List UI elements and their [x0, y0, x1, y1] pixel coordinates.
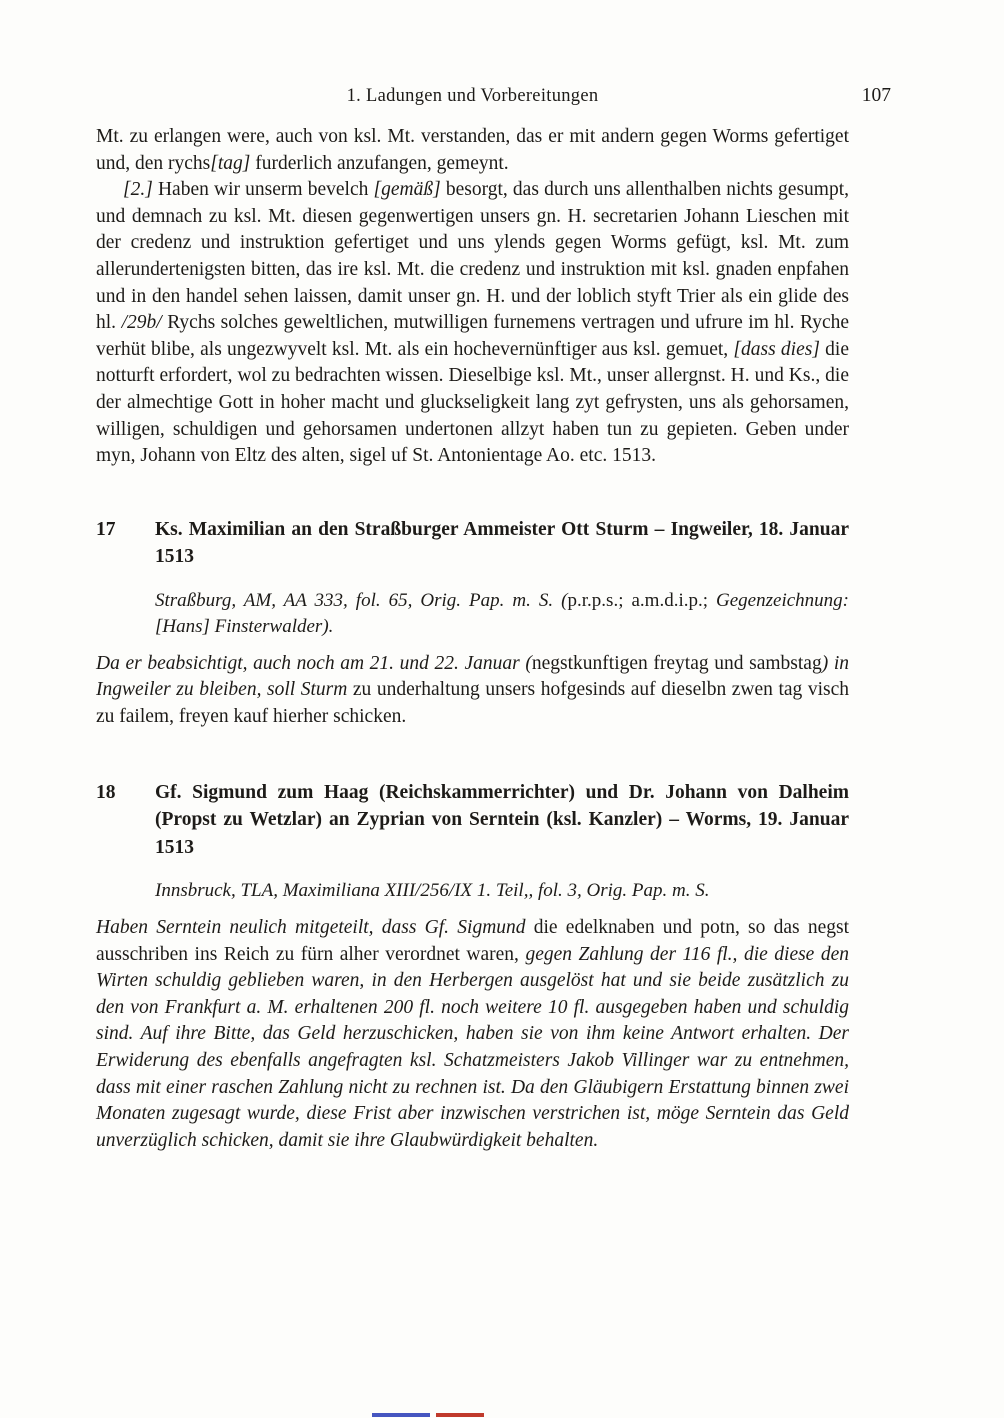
text-segment: Rychs solches geweltlichen, mutwilligen furnemens vertragen und ufrure im hl. Ryche verhüt blibe, als ungezwyvelt ksl. Mt. als ein hochevernünftiger aus ksl. gemuet, — [96, 312, 850, 360]
text-segment: [gemäß] — [373, 179, 441, 201]
text-segment: Haben wir unserm bevelch — [152, 179, 374, 201]
text-segment: zu underhaltung unsers hofgesinds auf dieselbn zwen tag visch zu failem, freyen kauf hierher schicken. — [96, 679, 849, 727]
entry-title: Gf. Sigmund zum Haag (Reichskammerrichter) und Dr. Johann von Dalheim (Propst zu Wetzlar) an Zyprian von Serntein (ksl. Kanzler) – Worms, 19. Januar 1513 — [155, 781, 849, 858]
text-segment: [2.] — [123, 179, 153, 201]
text-segment: furderlich anzufangen, gemeynt. — [250, 152, 509, 174]
running-header — [96, 84, 891, 108]
text-segment: Mt. zu erlangen were, auch von ksl. Mt. verstanden, das er mit andern gegen Worms gefertiget und, den rychs — [96, 126, 849, 174]
text-segment: negstkunftigen freytag und sambstag — [531, 652, 822, 674]
entry-18 — [96, 779, 849, 1155]
text-segment: [tag] — [210, 152, 251, 174]
text-segment: gegen Zahlung der 116 fl., die diese den Wirten schuldig geblieben waren, in den Herbergen ausgelöst hat und sie beide zusätzlich zu den von Frankfurt a. M. erhaltenen 200 fl. noch weitere 10 fl. ausgegeben haben und schuldig sind. Auf ihre Bitte, das Geld herzuschicken, haben sie von ihm keine Antwort erhalten. Der Erwiderung des ebenfalls angefragten ksl. Schatzmeisters Jakob Villinger war zu entnehmen, dass mit einer raschen Zahlung nicht zu rechnen ist. Da den Gläubigern Erstattung binnen zwei Monaten zugesagt wurde, diese Frist aber inzwischen verstrichen ist, möge Serntein das Geld unverzüglich schicken, damit sie ihre Glaubwürdigkeit behalten. — [96, 943, 850, 1151]
entry-number: 17 — [96, 518, 116, 540]
entry-source — [155, 588, 849, 640]
scan-artifact-segment — [436, 1413, 484, 1417]
text-segment: Haben Serntein neulich mitgeteilt, dass Gf. Sigmund — [96, 917, 526, 938]
text-segment: die notturft erfordert, wol zu bedrachten wissen. Dieselbige ksl. Mt., unser allergnst. H. und Ks., die der almechtige Gott in hoher macht und gluckseligkeit lang zyt gefrysten, uns als gehorsamen, willigen, schuldigen und gehorsamen undertonen allzyt haben tun zu gepieten. Geben under myn, Johann von Eltz des alten, sigel uf St. Antonientage Ao. etc. 1513. — [96, 338, 849, 467]
text-segment: Gegenzeichnung: [Hans] Finsterwalder). — [155, 589, 849, 637]
text-segment: [dass dies] — [733, 338, 820, 360]
text-segment: Straßburg, AM, AA 333, fol. 65, Orig. Pap. m. S. ( — [155, 589, 568, 611]
scan-artifact-segment — [372, 1413, 430, 1417]
entry-number: 18 — [96, 781, 116, 803]
text-segment: Innsbruck, TLA, Maximiliana XIII/256/IX 1. Teil,, fol. 3, Orig. Pap. m. S. — [155, 880, 710, 901]
text-segment: p.r.p.s.; a.m.d.i.p.; — [567, 589, 717, 611]
text-segment: /29b/ — [121, 312, 162, 334]
entry-17 — [96, 516, 849, 731]
text-segment: Da er beabsichtigt, auch noch am 21. und 22. Januar ( — [96, 652, 532, 674]
entry-source — [155, 878, 849, 904]
entry-title: Ks. Maximilian an den Straßburger Ammeister Ott Sturm – Ingweiler, 18. Januar 1513 — [155, 518, 849, 568]
entry-heading — [96, 516, 849, 571]
body-paragraph — [96, 177, 849, 470]
text-segment: ) in Ingweiler zu bleiben, soll Sturm — [96, 652, 849, 701]
entry-summary — [96, 915, 849, 1154]
running-head-title: 1. Ladungen und Vorbereitungen — [346, 86, 599, 106]
entry-heading — [96, 779, 849, 862]
page-number: 107 — [861, 85, 891, 106]
entry-summary — [96, 651, 849, 731]
text-segment: die edelknaben und potn, so das negst ausschriben ins Reich zu fürn alher verordnet waren, — [96, 917, 849, 965]
text-segment: besorgt, das durch uns allenthalben nichts gesumpt, und demnach zu ksl. Mt. diesen gegenwertigen unsers gn. H. secretarien Johann Lieschen mit der credenz und instruktion gefertiget und uns ylends gegen Worms gefügt, ksl. Mt. zum allerundertenigsten bitten, das ire ksl. Mt. die credenz und instruktion mit ksl. gnaden enpfahen und in den handel sehen laissen, damit unser gn. H. und der loblich styft Trier als ein glide des hl. — [96, 179, 849, 334]
scan-artifact — [372, 1413, 484, 1417]
body-paragraph — [96, 124, 849, 177]
